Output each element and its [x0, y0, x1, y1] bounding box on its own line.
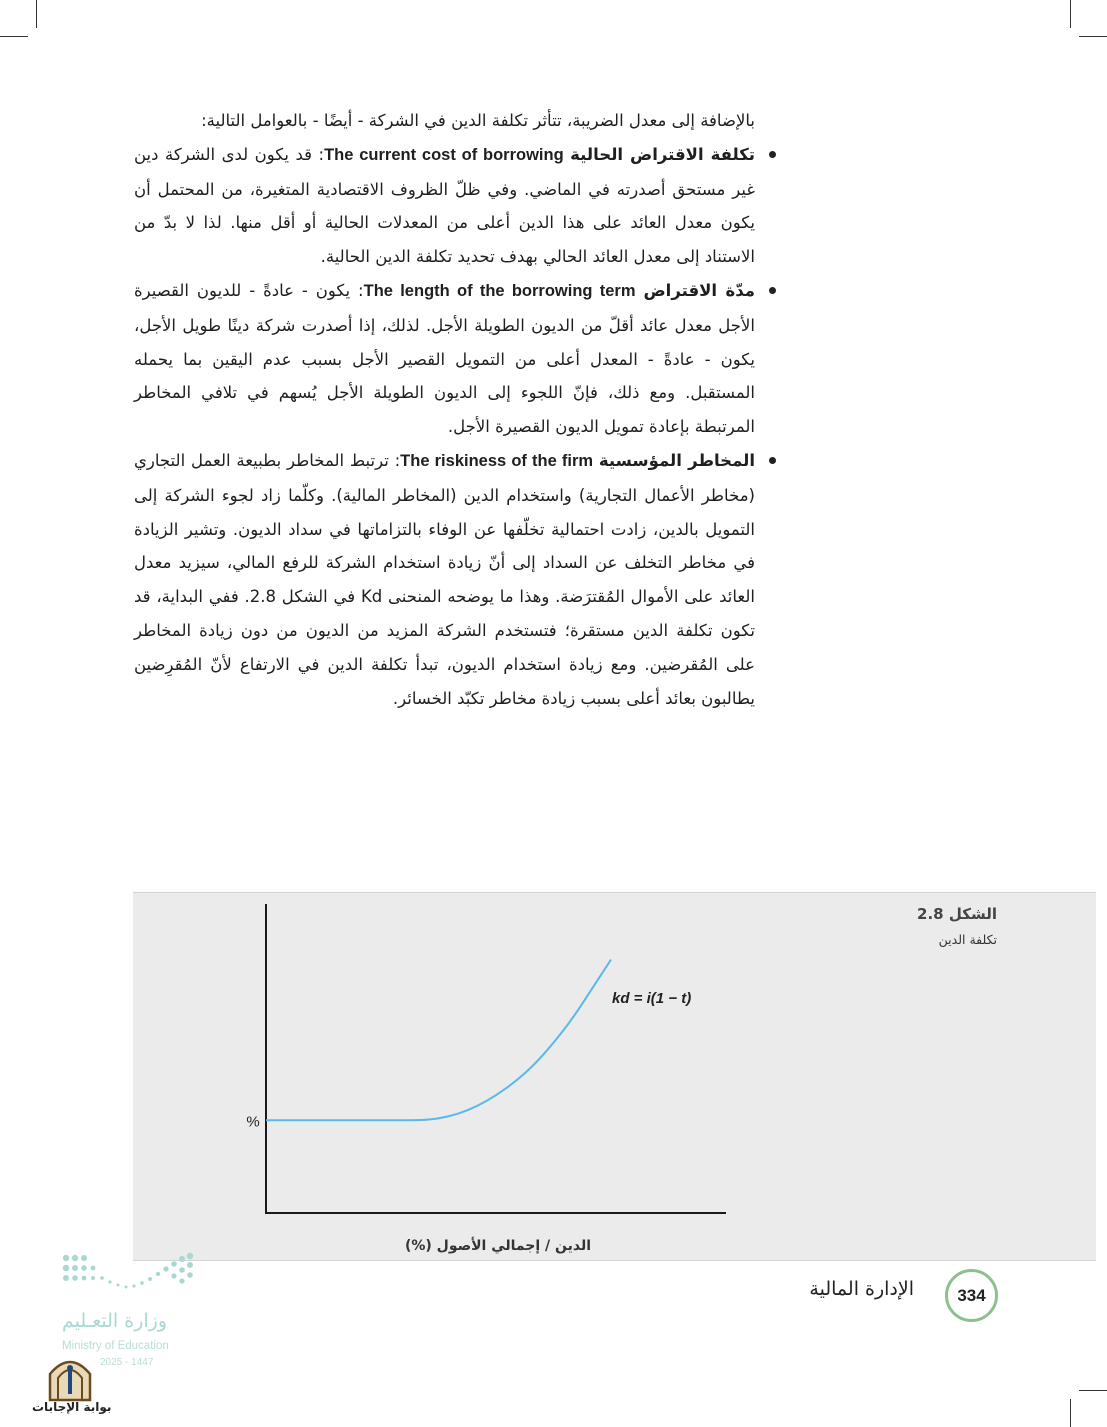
bullet-title-ar: تكلفة الاقتراض الحالية [570, 144, 756, 164]
ministry-name-en: Ministry of Education [62, 1340, 169, 1352]
y-axis-label: % [246, 1113, 260, 1131]
figure-caption: تكلفة الدين [938, 932, 997, 947]
kd-curve [266, 960, 611, 1121]
site-logo-icon [44, 1350, 96, 1402]
page-number: 334 [945, 1269, 998, 1322]
bullet-title-en: The current cost of borrowing [324, 145, 564, 164]
intro-paragraph: بالإضافة إلى معدل الضريبة، تتأثر تكلفة الدين في الشركة - أيضًا - بالعوامل التالية: [201, 111, 755, 130]
bullet-body: : ترتبط المخاطر بطبيعة العمل التجاري (مخاطر الأعمال التجارية) واستخدام الدين (المخاطر المالية). وكلّما زاد لجوء الشركة إلى التمويل بالدين، زادت احتمالية تخلّفها عن الوفاء بالتزاماتها في سداد الديون. وتشير الزيادة في مخاطر التخلف عن السداد إلى أنّ زيادة استخدام الشركة للرفع المالي، سيزيد معدل العائد على الأموال المُقترَضة. وهذا ما يوضحه المنحنى Kd في الشكل 2.8. ففي البداية، قد تكون تكلفة الدين مستقرة؛ فتستخدم الشركة المزيد من الديون من دون زيادة المخاطر على المُقرضين. ومع زيادة استخدام الديون، تبدأ تكلفة الدين في الارتفاع لأنّ المُقرِضين يطالبون بعائد أعلى بسبب زيادة مخاطر تكبّد الخسائر. [134, 450, 755, 708]
bullet-body: : قد يكون لدى الشركة دين غير مستحق أصدرته في الماضي. وفي ظلّ الظروف الاقتصادية المتغيرة، من المحتمل أن يكون معدل العائد على هذا الدين أعلى من المعدلات الحالية أو أقل منها. لذا لا بدّ من الاستناد إلى معدل العائد الحالي بهدف تحديد تكلفة الدين الحالية. [134, 144, 755, 267]
site-name: بوابة الإجابات [32, 1400, 112, 1414]
x-axis-label: الدين / إجمالي الأصول (%) [404, 1238, 592, 1254]
bullet-title-en: The riskiness of the firm [400, 451, 594, 470]
figure-number: الشكل 2.8 [917, 905, 997, 923]
bullet-title-en: The length of the borrowing term [363, 281, 636, 300]
ministry-logo-dots-icon [60, 1252, 200, 1294]
bullet-body: : يكون - عادةً - للديون القصيرة الأجل معدل عائد أقلّ من الديون الطويلة الأجل. لذلك، إذا أصدرت شركة دينًا طويل الأجل، يكون - عادةً - المعدل أعلى من التمويل القصير الأجل بسبب عدم اليقين بما يحمله المستقبل. ومع ذلك، فإنّ اللجوء إلى الديون الطويلة الأجل يُسهم في تلافي المخاطر المرتبطة بإعادة تمويل الديون القصيرة الأجل. [134, 280, 755, 437]
ministry-year: 2025 - 1447 [100, 1357, 154, 1368]
bullet-title-ar: المخاطر المؤسسية [598, 450, 755, 470]
curve-label: kd = i(1 − t) [612, 990, 692, 1007]
book-title: الإدارة المالية [809, 1278, 914, 1300]
ministry-name-ar: وزارة التعـليم [62, 1310, 168, 1332]
bullet-title-ar: مدّة الاقتراض [643, 280, 755, 300]
